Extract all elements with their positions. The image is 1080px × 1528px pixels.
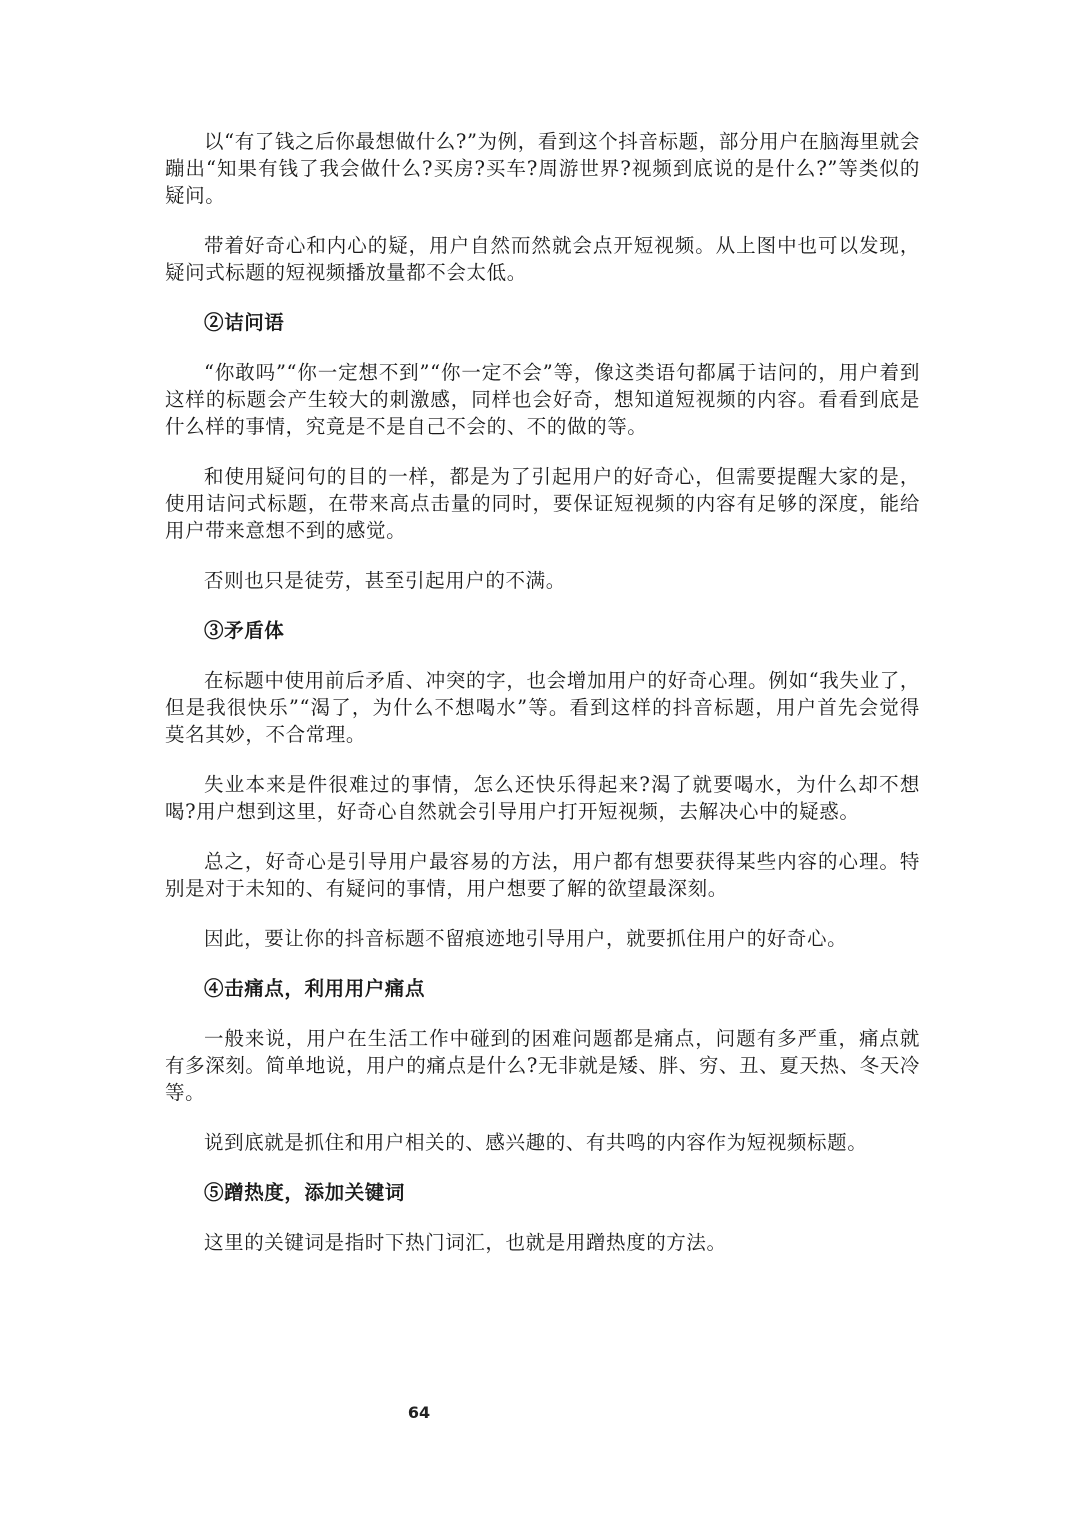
paragraph: 总之，好奇心是引导用户最容易的方法，用户都有想要获得某些内容的心理。特别是对于未知的、有疑问的事情，用户想要了解的欲望最深刻。 bbox=[165, 850, 920, 900]
section-heading: ④击痛点，利用用户痛点 bbox=[204, 977, 426, 1000]
paragraph: 带着好奇心和内心的疑，用户自然而然就会点开短视频。从上图中也可以发现，疑问式标题的短视频播放量都不会太低。 bbox=[165, 234, 920, 284]
section-heading: ⑤蹭热度，添加关键词 bbox=[204, 1181, 406, 1204]
paragraph: 和使用疑问句的目的一样，都是为了引起用户的好奇心，但需要提醒大家的是，使用诘问式标题，在带来高点击量的同时，要保证短视频的内容有足够的深度，能给用户带来意想不到的感觉。 bbox=[165, 465, 920, 542]
paragraph: 一般来说，用户在生活工作中碰到的困难问题都是痛点，问题有多严重，痛点就有多深刻。简单地说，用户的痛点是什么?无非就是矮、胖、穷、丑、夏天热、冬天冷等。 bbox=[165, 1027, 920, 1104]
paragraph: 因此，要让你的抖音标题不留痕迹地引导用户，就要抓住用户的好奇心。 bbox=[204, 927, 848, 950]
paragraph: 这里的关键词是指时下热门词汇，也就是用蹭热度的方法。 bbox=[204, 1231, 727, 1254]
section-heading: ②诘问语 bbox=[204, 311, 285, 334]
page-number: 64 bbox=[407, 1403, 431, 1422]
section-heading: ③矛盾体 bbox=[204, 619, 285, 642]
paragraph: 否则也只是徒劳，甚至引起用户的不满。 bbox=[204, 569, 566, 592]
document-body bbox=[165, 128, 920, 1279]
paragraph: 失业本来是件很难过的事情，怎么还快乐得起来?渴了就要喝水，为什么却不想喝?用户想到这里，好奇心自然就会引导用户打开短视频，去解决心中的疑惑。 bbox=[165, 773, 920, 823]
paragraph: 说到底就是抓住和用户相关的、感兴趣的、有共鸣的内容作为短视频标题。 bbox=[204, 1131, 868, 1154]
paragraph: 以“有了钱之后你最想做什么?”为例，看到这个抖音标题，部分用户在脑海里就会蹦出“知果有钱了我会做什么?买房?买车?周游世界?视频到底说的是什么?”等类似的疑问。 bbox=[165, 130, 920, 207]
paragraph: 在标题中使用前后矛盾、冲突的字，也会增加用户的好奇心理。例如“我失业了，但是我很快乐”“渴了，为什么不想喝水”等。看到这样的抖音标题，用户首先会觉得莫名其妙，不合常理。 bbox=[165, 669, 920, 746]
paragraph: “你敢吗”“你一定想不到”“你一定不会”等，像这类语句都属于诘问的，用户着到这样的标题会产生较大的刺激感，同样也会好奇，想知道短视频的内容。看看到底是什么样的事情，究竟是不是自己不会的、不的做的等。 bbox=[165, 361, 920, 438]
